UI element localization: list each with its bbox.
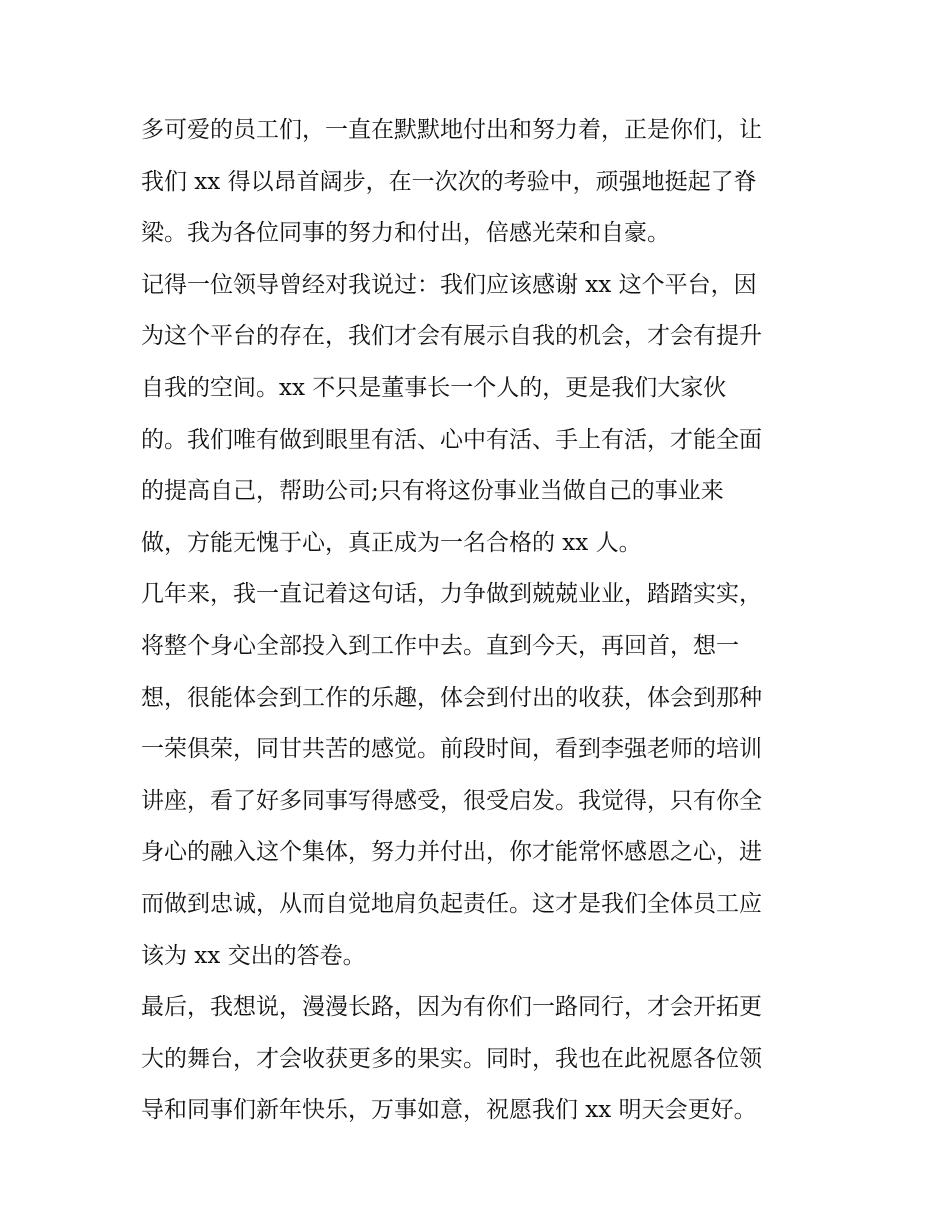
text-line: 将整个身心全部投入到工作中去。直到今天，再回首，想一 <box>141 632 739 659</box>
text-line: 想，很能体会到工作的乐趣，体会到付出的收获，体会到那种 <box>141 684 762 711</box>
text-line: 几年来，我一直记着这句话，力争做到兢兢业业，踏踏实实， <box>141 581 762 608</box>
text-line: 该为 xx 交出的答卷。 <box>141 942 366 969</box>
text-line: 多可爱的员工们，一直在默默地付出和努力着，正是你们，让 <box>141 117 762 143</box>
text-line: 讲座，看了好多同事写得感受，很受启发。我觉得，只有你全 <box>141 787 762 814</box>
text-line: 而做到忠诚，从而自觉地肩负起责任。这才是我们全体员工应 <box>141 890 762 917</box>
text-line: 为这个平台的存在，我们才会有展示自我的机会，才会有提升 <box>141 323 762 350</box>
text-line: 导和同事们新年快乐，万事如意，祝愿我们 xx 明天会更好。 <box>141 1097 757 1124</box>
text-line: 大的舞台，才会收获更多的果实。同时，我也在此祝愿各位领 <box>141 1045 762 1072</box>
text-line: 的。我们唯有做到眼里有活、心中有活、手上有活，才能全面 <box>141 426 762 453</box>
text-line: 记得一位领导曾经对我说过：我们应该感谢 xx 这个平台，因 <box>141 271 757 298</box>
text-line: 做，方能无愧于心，真正成为一名合格的 xx 人。 <box>141 529 642 556</box>
text-line: 我们 xx 得以昂首阔步，在一次次的考验中，顽强地挺起了脊 <box>141 168 757 195</box>
document-body <box>141 105 821 1137</box>
text-line: 梁。我为各位同事的努力和付出，倍感光荣和自豪。 <box>141 220 670 247</box>
text-line: 一荣俱荣，同甘共苦的感觉。前段时间，看到李强老师的培训 <box>141 736 762 763</box>
text-line: 自我的空间。xx 不只是董事长一个人的，更是我们大家伙 <box>141 374 727 401</box>
text-line: 最后，我想说，漫漫长路，因为有你们一路同行，才会开拓更 <box>141 994 762 1021</box>
text-line: 的提高自己，帮助公司;只有将这份事业当做自己的事业来 <box>141 478 724 505</box>
text-line: 身心的融入这个集体，努力并付出，你才能常怀感恩之心，进 <box>141 839 762 866</box>
